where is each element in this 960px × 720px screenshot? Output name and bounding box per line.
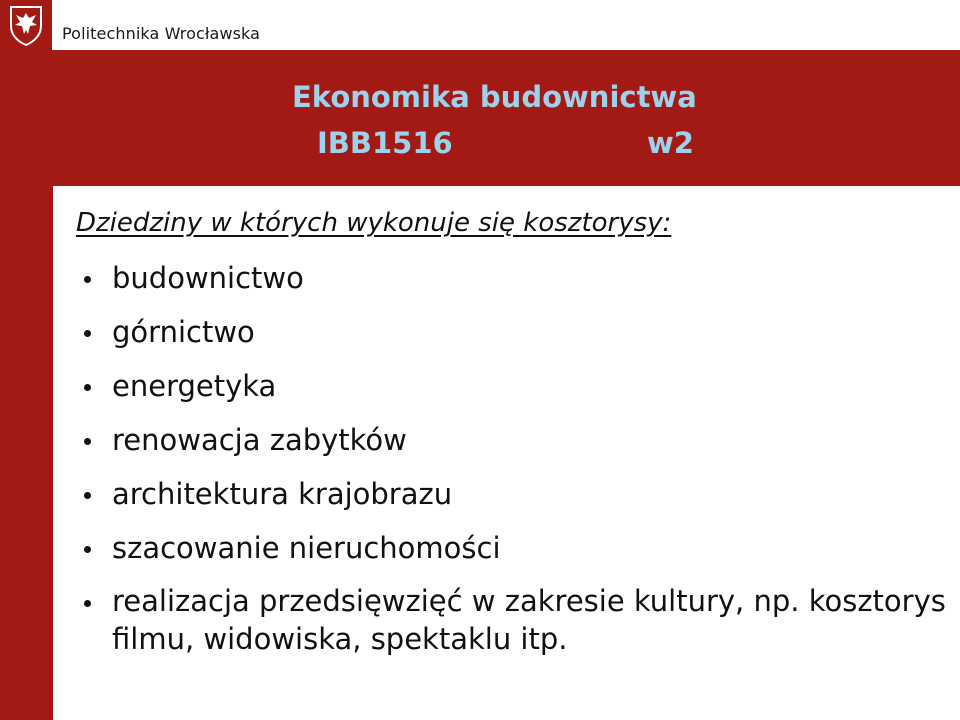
domain-list [78, 258, 948, 672]
lecture-number: w2 [647, 126, 694, 160]
list-item: architektura krajobrazu [78, 474, 948, 514]
list-item: górnictwo [78, 312, 948, 352]
eagle-crest-icon [8, 4, 44, 46]
brand-name: Politechnika Wrocławska [62, 24, 261, 43]
list-item: szacowanie nieruchomości [78, 528, 948, 568]
left-accent-bar [0, 50, 53, 720]
section-heading: Dziedziny w których wykonuje się kosztorysy: [76, 208, 672, 238]
list-item: realizacja przedsięwzięć w zakresie kultury, np. kosztorys filmu, widowiska, spektaklu itp. [78, 582, 948, 658]
course-info [317, 126, 694, 160]
list-item: energetyka [78, 366, 948, 406]
university-logo [0, 0, 52, 50]
list-item: renowacja zabytków [78, 420, 948, 460]
list-item: budownictwo [78, 258, 948, 298]
slide-title: Ekonomika budownictwa [292, 80, 697, 114]
course-code: IBB1516 [317, 126, 453, 160]
title-banner [53, 50, 960, 186]
